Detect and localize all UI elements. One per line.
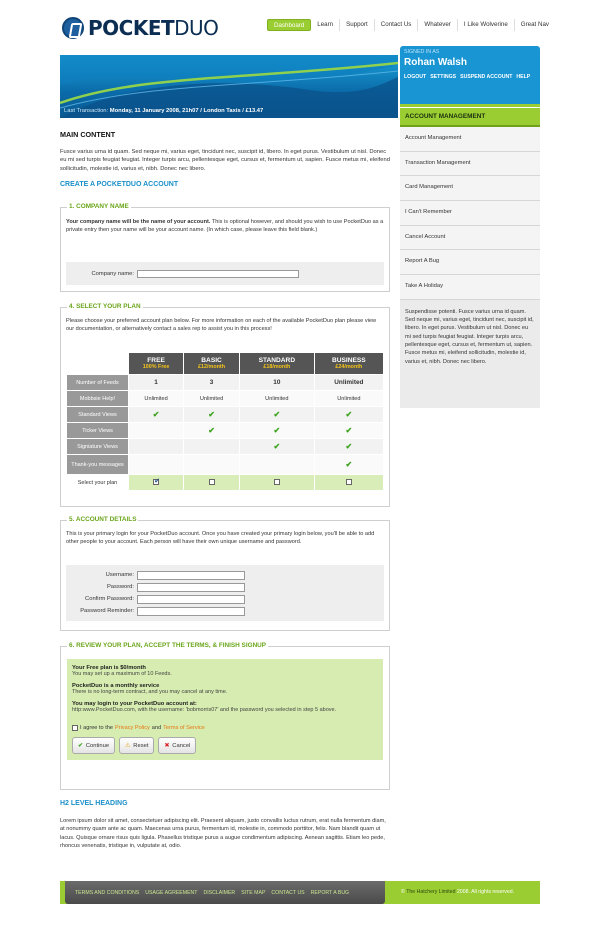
plan-comparison-table xyxy=(66,352,384,491)
plan-select-cell-standard xyxy=(239,475,314,491)
table-row xyxy=(67,455,384,475)
account-details-section xyxy=(60,516,390,631)
footer-link-terms[interactable]: TERMS AND CONDITIONS xyxy=(75,889,140,896)
account-links xyxy=(404,74,536,80)
main-content xyxy=(60,130,390,195)
confirm-password-input[interactable] xyxy=(137,595,245,604)
select-plan-row xyxy=(67,475,384,491)
header xyxy=(0,0,600,45)
review-plan-heading: Your Free plan is $0/month xyxy=(72,665,146,671)
nav-support[interactable]: Support xyxy=(340,19,375,31)
review-service-text: There is no long-term contract, and you may cancel at any time. xyxy=(72,689,228,695)
logo-text xyxy=(88,16,218,40)
continue-button[interactable] xyxy=(72,737,115,754)
company-name-row xyxy=(66,262,384,285)
confirm-password-label: Confirm Password: xyxy=(85,596,134,602)
nav-contact-us[interactable]: Contact Us xyxy=(375,19,419,31)
table-row xyxy=(67,391,384,407)
plan-col-basic xyxy=(184,353,240,375)
password-reminder-row xyxy=(66,605,384,617)
row-label: Ticker Views xyxy=(67,423,129,439)
logo[interactable] xyxy=(62,16,218,40)
confirm-password-row xyxy=(66,593,384,605)
username-row xyxy=(66,569,384,581)
check-icon xyxy=(129,423,184,439)
terms-row xyxy=(72,725,378,731)
settings-link[interactable]: SETTINGS xyxy=(430,74,457,80)
and-text: and xyxy=(151,725,162,731)
sidebar-title: ACCOUNT MANAGEMENT xyxy=(400,108,540,127)
banner xyxy=(60,55,398,118)
nav-learn[interactable]: Learn xyxy=(311,19,340,31)
account-details-fields xyxy=(66,565,384,621)
plan-checkbox-standard[interactable] xyxy=(274,479,280,485)
review-service-heading: PocketDuo is a monthly service xyxy=(72,683,160,689)
plan-name: FREE xyxy=(147,357,165,364)
account-details-legend: 5. ACCOUNT DETAILS xyxy=(69,516,137,523)
plan-col-free xyxy=(129,353,184,375)
copyright-symbol: © xyxy=(401,889,405,895)
check-icon xyxy=(184,455,240,475)
plan-col-standard xyxy=(239,353,314,375)
cancel-button[interactable] xyxy=(158,737,196,754)
username-label: Username: xyxy=(105,572,134,578)
company-name-label: Company name: xyxy=(91,270,134,277)
signed-in-label: SIGNED IN AS xyxy=(404,49,440,55)
review-login-heading: You may login to your PocketDuo account at: xyxy=(72,701,197,707)
logout-link[interactable]: LOGOUT xyxy=(404,74,427,80)
nav-whatever[interactable]: Whatever xyxy=(418,19,457,31)
plan-value: Unlimited xyxy=(314,391,383,407)
check-icon: ✔ xyxy=(129,407,184,423)
create-account-heading: CREATE A POCKETDUO ACCOUNT xyxy=(60,180,179,188)
row-label: Standard Views xyxy=(67,407,129,423)
plan-value: 1 xyxy=(129,375,184,391)
check-icon: ✔ xyxy=(314,407,383,423)
footer-links xyxy=(65,881,385,904)
footer-link-report-bug[interactable]: REPORT A BUG xyxy=(310,889,350,896)
review-login-text: http:www.PocketDuo.com, with the username: 'bobmorris07' and the password you selected in step 5 above. xyxy=(72,707,337,713)
row-label: Number of Feeds xyxy=(67,375,129,391)
footer xyxy=(60,881,540,904)
warning-icon: ⚠ xyxy=(125,742,131,749)
company-name-legend: 1. COMPANY NAME xyxy=(69,203,129,210)
agree-terms-checkbox[interactable] xyxy=(72,725,78,731)
row-label: Thank-you messages xyxy=(67,455,129,475)
sidebar-item-cancel-account[interactable]: Cancel Account xyxy=(400,226,540,251)
plan-name: STANDARD xyxy=(258,357,296,364)
sidebar-item-report-bug[interactable]: Report A Bug xyxy=(400,250,540,275)
sidebar-item-cant-remember[interactable]: I Can't Remember xyxy=(400,201,540,226)
main-intro: Fusce varius urna id quam. Sed neque mi, varius eget, tincidunt nec, suscipit id, libero. In eget purus. Vestibulum ut nisl. Donec eu mi sed turpis feugiat feugiat. Integer turpis arcu, pellentesque eget, cursus et, fermentum ut, sapien. Fusce metus mi, eleifend sollicitudin, molestie id, varius et, nibh. Donec nec libero. xyxy=(60,149,390,172)
lorem-paragraph: Lorem ipsum dolor sit amet, consectetuer adipiscing elit. Praesent aliquam, justo convallis luctus rutrum, erat nulla fermentum diam, at nonummy quam ante ac quam. Maecenas urna purus, fermentum id, molestie in, commodo porttitor, felis. Nam blandit quam ut lacus. Quisque ornare risus quis ligula. Phasellus tristique purus a augue condimentum adipiscing. Aenean sagittis. Etiam leo pede, rhoncus venenatis, tristique in, vulputate at, odio. xyxy=(60,818,386,849)
reset-button[interactable] xyxy=(119,737,154,754)
last-transaction-label: Last Transaction: xyxy=(64,108,109,114)
select-plan-description: Please choose your preferred account plan below. For more information on each of the available PocketDuo plan please view our documentation, or alternatively contact a sales rep to assist you in this process! xyxy=(66,318,377,333)
sidebar xyxy=(400,108,540,408)
check-icon: ✔ xyxy=(239,423,314,439)
help-link[interactable]: HELP xyxy=(516,74,531,80)
check-icon xyxy=(239,455,314,475)
review-plan-text: You may set up a maximum of 10 Feeds. xyxy=(72,671,172,677)
check-icon: ✔ xyxy=(78,742,83,749)
plan-select-cell-business xyxy=(314,475,383,491)
footer-link-contact[interactable]: CONTACT US xyxy=(271,889,305,896)
check-icon: ✔ xyxy=(314,439,383,455)
sidebar-item-transaction-management[interactable]: Transaction Management xyxy=(400,152,540,177)
review-legend: 6. REVIEW YOUR PLAN, ACCEPT THE TERMS, & FINISH SIGNUP xyxy=(69,642,267,649)
table-row xyxy=(67,407,384,423)
password-row xyxy=(66,581,384,593)
nav-dashboard[interactable]: Dashboard xyxy=(267,19,311,31)
plan-name: BUSINESS xyxy=(332,357,366,364)
account-details-description: This is your primary login for your PocketDuo account. Once you have created your primary login below, you'll be able to add other people to your account. Each person will have their own unique username and password. xyxy=(66,531,375,546)
sidebar-item-take-holiday[interactable]: Take A Holiday xyxy=(400,275,540,300)
pocketduo-logo-icon xyxy=(62,17,84,39)
nav-great-nav[interactable]: Great Nav xyxy=(520,21,549,28)
select-plan-legend: 4. SELECT YOUR PLAN xyxy=(69,303,141,310)
logo-text-a: POCKET xyxy=(88,16,175,40)
check-icon: ✔ xyxy=(184,407,240,423)
signed-in-panel-divider xyxy=(400,104,540,107)
nav-i-like-wolverine[interactable]: I Like Wolverine xyxy=(458,19,515,31)
check-icon xyxy=(129,439,184,455)
last-transaction xyxy=(64,108,263,114)
form-buttons xyxy=(72,737,378,754)
suspend-account-link[interactable]: SUSPEND ACCOUNT xyxy=(460,74,513,80)
plan-checkbox-basic[interactable] xyxy=(209,479,215,485)
table-row xyxy=(67,375,384,391)
check-icon: ✔ xyxy=(314,423,383,439)
plan-value: Unlimited xyxy=(129,391,184,407)
plan-value: Unlimited xyxy=(184,391,240,407)
company-link[interactable]: The Hatchery Limited xyxy=(406,889,456,895)
plan-name: BASIC xyxy=(201,357,222,364)
company-name-text-bold: Your company name will be the name of your account. xyxy=(66,219,211,225)
check-icon: ✔ xyxy=(239,407,314,423)
sidebar-text: Suspendisse potenti. Fusce varius urna id quam. Sed neque mi, varius eget, tincidunt nec, suscipit id, libero. In eget purus. Vestibulum ut nisl. Donec eu mi sed turpis feugiat feugiat. Integer turpis arcu, pellentesque eget, cursus et, fermentum ut, sapien. Fusce metus mi, eleifend sollicitudin, molestie id, varius et, nibh. Donec nec libero. xyxy=(405,308,534,365)
copyright xyxy=(401,889,514,895)
user-name: Rohan Walsh xyxy=(404,57,467,68)
select-plan-label: Select your plan xyxy=(67,475,129,491)
h2-level-heading: H2 LEVEL HEADING xyxy=(60,800,128,807)
signed-in-panel xyxy=(400,46,540,104)
plan-table-corner xyxy=(67,353,129,375)
table-row xyxy=(67,439,384,455)
plan-price: £24/month xyxy=(335,364,363,370)
copyright-text: 2008. All rights reserved. xyxy=(456,889,515,895)
plan-value: 10 xyxy=(239,375,314,391)
plan-price: £12/month xyxy=(198,364,226,370)
plan-value: Unlimited xyxy=(239,391,314,407)
continue-label: Continue xyxy=(85,742,110,749)
table-row xyxy=(67,423,384,439)
company-name-text: This is optional however, and should you wish to use PocketDuo as a private entry then your name will be your account name. (In which case, please leave this field blank.) xyxy=(66,219,384,234)
footer-link-usage[interactable]: USAGE AGREEMENT xyxy=(145,889,198,896)
password-label: Password: xyxy=(106,584,134,590)
plan-price: 100% Free xyxy=(142,364,170,370)
footer-link-disclaimer[interactable]: DISCLAIMER xyxy=(203,889,236,896)
footer-link-sitemap[interactable]: SITE MAP xyxy=(241,889,266,896)
logo-text-b: DUO xyxy=(174,16,219,40)
password-reminder-label: Password Reminder: xyxy=(80,608,134,614)
company-name-input[interactable] xyxy=(137,270,299,278)
username-input[interactable] xyxy=(137,571,245,580)
cancel-label: Cancel xyxy=(172,742,191,749)
check-icon: ✔ xyxy=(239,439,314,455)
plan-col-business xyxy=(314,353,383,375)
check-icon xyxy=(129,455,184,475)
plan-select-cell-free xyxy=(129,475,184,491)
review-section xyxy=(60,642,390,790)
plan-checkbox-free[interactable] xyxy=(153,479,159,485)
terms-of-service-link[interactable]: Terms of Service xyxy=(163,725,205,731)
plan-price: £18/month xyxy=(263,364,291,370)
check-icon: ✔ xyxy=(184,423,240,439)
password-input[interactable] xyxy=(137,583,245,592)
company-name-description xyxy=(61,208,389,234)
checkmark-icon: ✔ xyxy=(154,477,160,485)
plan-checkbox-business[interactable] xyxy=(346,479,352,485)
sidebar-item-card-management[interactable]: Card Management xyxy=(400,176,540,201)
check-icon: ✔ xyxy=(314,455,383,475)
row-label: Mobbsie Help! xyxy=(67,391,129,407)
last-transaction-value: Monday, 11 January 2008, 21h07 / London Taxis / £13.47 xyxy=(109,108,264,114)
top-nav xyxy=(267,19,555,31)
agree-text: I agree to the xyxy=(80,725,113,731)
main-heading: MAIN CONTENT xyxy=(60,130,116,139)
check-icon xyxy=(184,439,240,455)
review-panel xyxy=(67,659,383,760)
sidebar-item-account-management[interactable]: Account Management xyxy=(400,127,540,152)
privacy-policy-link[interactable]: Privacy Policy xyxy=(114,725,150,731)
password-reminder-input[interactable] xyxy=(137,607,245,616)
reset-label: Reset xyxy=(133,742,149,749)
plan-value: Unlimited xyxy=(314,375,383,391)
plan-value: 3 xyxy=(184,375,240,391)
close-icon: ✖ xyxy=(164,742,170,749)
plan-select-cell-basic xyxy=(184,475,240,491)
select-plan-section xyxy=(60,303,390,507)
company-name-section xyxy=(60,203,390,292)
row-label: Signiature Views xyxy=(67,439,129,455)
